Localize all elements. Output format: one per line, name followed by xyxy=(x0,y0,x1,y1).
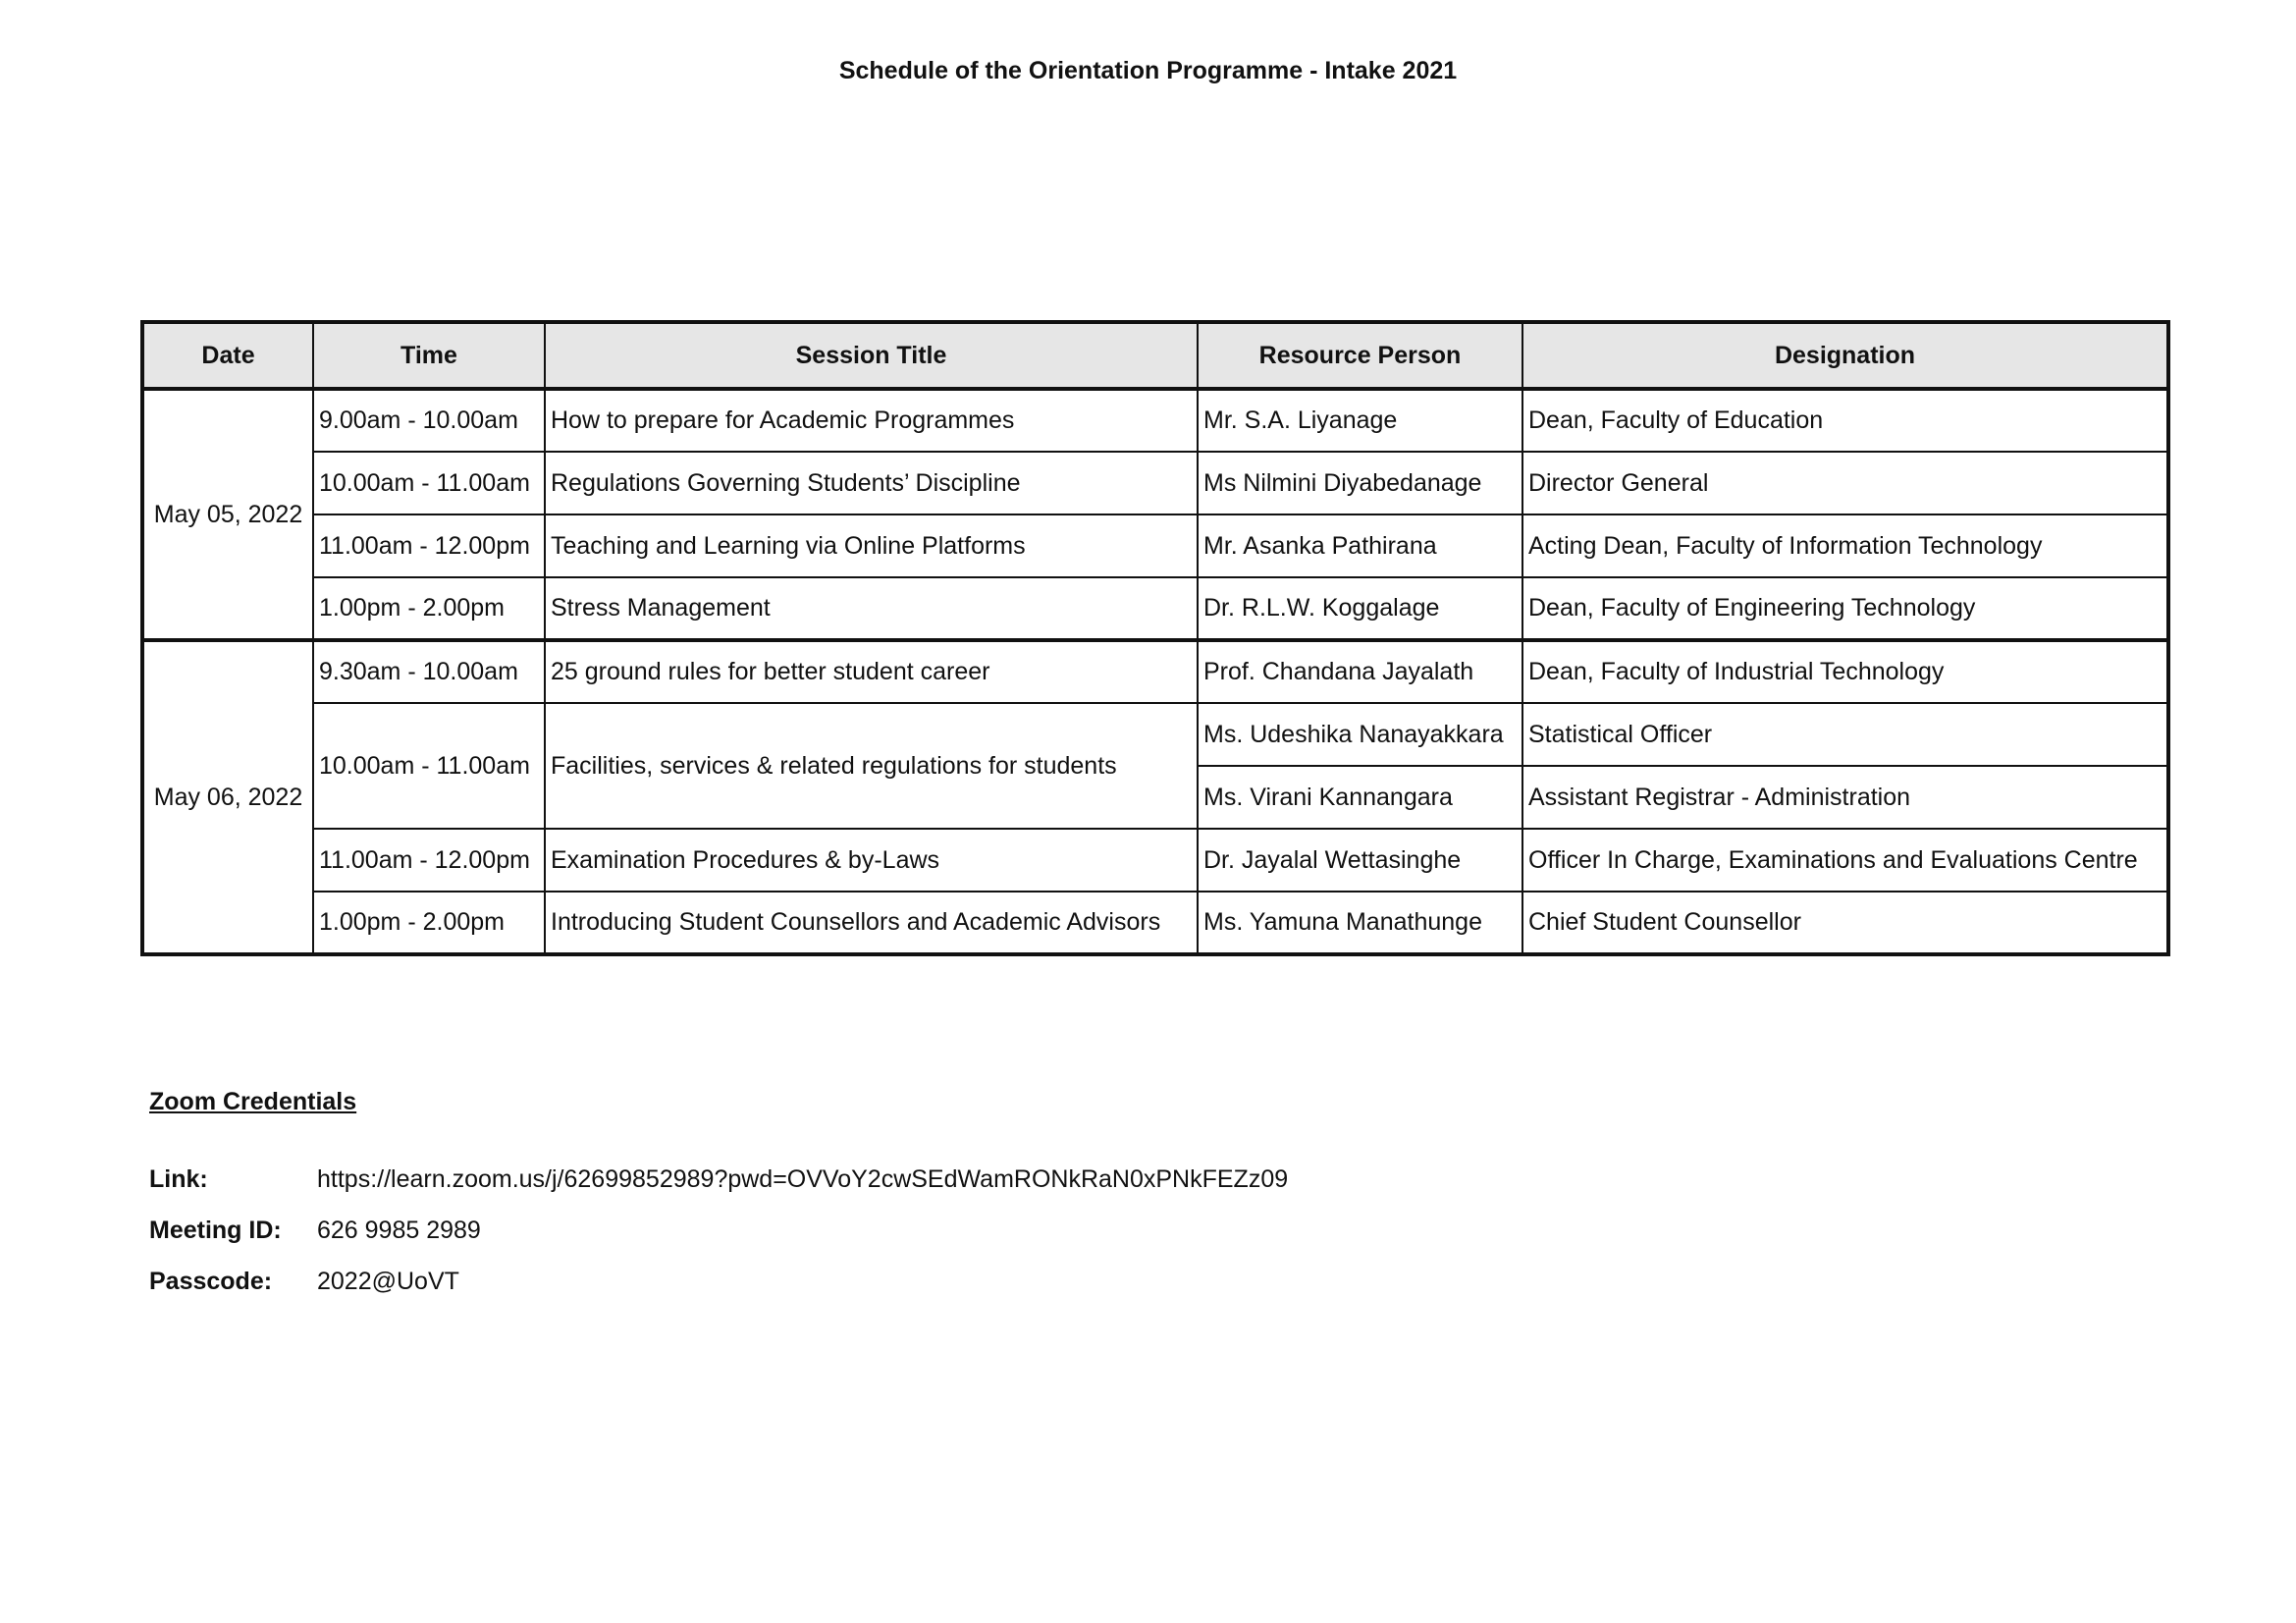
time-cell: 10.00am - 11.00am xyxy=(313,452,545,514)
designation-cell: Dean, Faculty of Education xyxy=(1522,389,2168,452)
date-cell: May 06, 2022 xyxy=(142,640,313,954)
resource-person-cell: Mr. S.A. Liyanage xyxy=(1198,389,1522,452)
session-title-cell: Examination Procedures & by-Laws xyxy=(545,829,1198,892)
resource-person-cell: Prof. Chandana Jayalath xyxy=(1198,640,1522,703)
table-header-row xyxy=(142,322,2168,389)
column-header-time: Time xyxy=(313,322,545,389)
session-title-cell: Regulations Governing Students’ Discipline xyxy=(545,452,1198,514)
time-cell: 1.00pm - 2.00pm xyxy=(313,892,545,954)
zoom-link-label: Link: xyxy=(149,1164,208,1193)
schedule-table xyxy=(140,320,2170,956)
table-row xyxy=(142,640,2168,703)
table-row xyxy=(142,577,2168,640)
meeting-id-label: Meeting ID: xyxy=(149,1216,282,1244)
table-row xyxy=(142,829,2168,892)
date-cell: May 05, 2022 xyxy=(142,389,313,640)
time-cell: 11.00am - 12.00pm xyxy=(313,829,545,892)
session-title-cell: Stress Management xyxy=(545,577,1198,640)
time-cell: 10.00am - 11.00am xyxy=(313,703,545,829)
zoom-link[interactable]: https://learn.zoom.us/j/62699852989?pwd=OVVoY2cwSEdWamRONkRaN0xPNkFEZz09 xyxy=(317,1164,1289,1193)
table-row xyxy=(142,892,2168,954)
resource-person-cell: Dr. Jayalal Wettasinghe xyxy=(1198,829,1522,892)
designation-cell: Assistant Registrar - Administration xyxy=(1522,766,2168,829)
time-cell: 9.00am - 10.00am xyxy=(313,389,545,452)
zoom-credentials-section xyxy=(149,1088,1288,1307)
session-title-cell: How to prepare for Academic Programmes xyxy=(545,389,1198,452)
column-header-session-title: Session Title xyxy=(545,322,1198,389)
resource-person-cell: Ms Nilmini Diyabedanage xyxy=(1198,452,1522,514)
passcode-value: 2022@UoVT xyxy=(317,1267,459,1295)
resource-person-cell: Dr. R.L.W. Koggalage xyxy=(1198,577,1522,640)
designation-cell: Officer In Charge, Examinations and Evaluations Centre xyxy=(1522,829,2168,892)
column-header-designation: Designation xyxy=(1522,322,2168,389)
session-title-cell: Teaching and Learning via Online Platforms xyxy=(545,514,1198,577)
resource-person-cell: Mr. Asanka Pathirana xyxy=(1198,514,1522,577)
zoom-link-row xyxy=(149,1154,1288,1205)
resource-person-cell: Ms. Yamuna Manathunge xyxy=(1198,892,1522,954)
column-header-date: Date xyxy=(142,322,313,389)
table-row xyxy=(142,703,2168,766)
session-title-cell: Introducing Student Counsellors and Academic Advisors xyxy=(545,892,1198,954)
designation-cell: Chief Student Counsellor xyxy=(1522,892,2168,954)
designation-cell: Dean, Faculty of Engineering Technology xyxy=(1522,577,2168,640)
meeting-id-row xyxy=(149,1205,1288,1256)
designation-cell: Dean, Faculty of Industrial Technology xyxy=(1522,640,2168,703)
zoom-credentials-heading: Zoom Credentials xyxy=(149,1088,357,1115)
time-cell: 11.00am - 12.00pm xyxy=(313,514,545,577)
session-title-cell: Facilities, services & related regulations for students xyxy=(545,703,1198,829)
resource-person-cell: Ms. Virani Kannangara xyxy=(1198,766,1522,829)
resource-person-cell: Ms. Udeshika Nanayakkara xyxy=(1198,703,1522,766)
designation-cell: Statistical Officer xyxy=(1522,703,2168,766)
table-row xyxy=(142,514,2168,577)
designation-cell: Director General xyxy=(1522,452,2168,514)
passcode-label: Passcode: xyxy=(149,1267,273,1295)
page-title: Schedule of the Orientation Programme - Intake 2021 xyxy=(838,57,1458,84)
passcode-row xyxy=(149,1256,1288,1307)
time-cell: 1.00pm - 2.00pm xyxy=(313,577,545,640)
session-title-cell: 25 ground rules for better student career xyxy=(545,640,1198,703)
column-header-resource-person: Resource Person xyxy=(1198,322,1522,389)
meeting-id-value: 626 9985 2989 xyxy=(317,1216,481,1244)
table-row xyxy=(142,389,2168,452)
table-row xyxy=(142,452,2168,514)
designation-cell: Acting Dean, Faculty of Information Technology xyxy=(1522,514,2168,577)
time-cell: 9.30am - 10.00am xyxy=(313,640,545,703)
